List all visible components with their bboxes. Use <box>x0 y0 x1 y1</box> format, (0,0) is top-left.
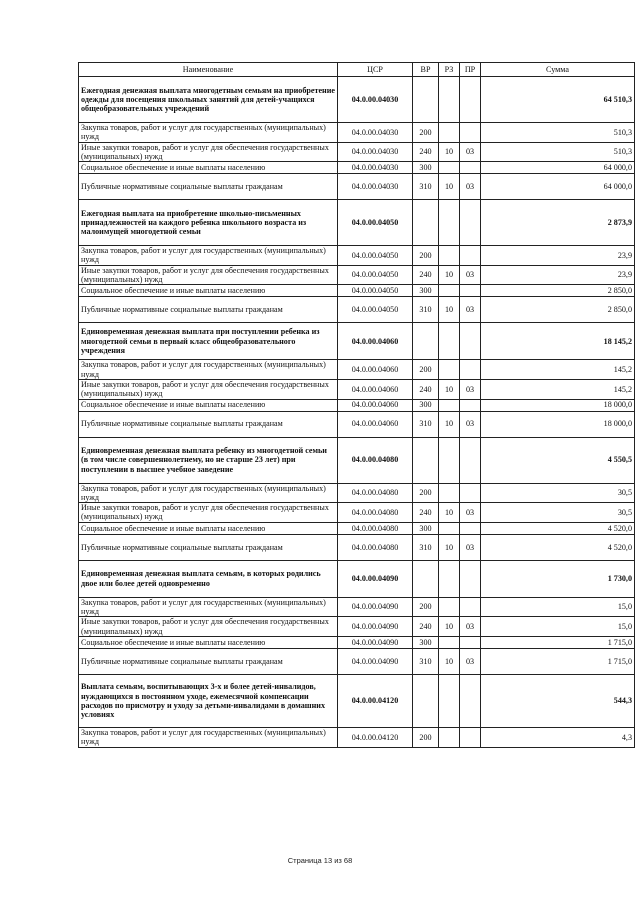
row-sum-cell: 4 520,0 <box>481 522 635 534</box>
row-csr-cell: 04.0.00.04090 <box>338 648 413 674</box>
table-row <box>79 636 635 648</box>
row-name-cell: Социальное обеспечение и иные выплаты населению <box>79 162 338 174</box>
row-name-cell: Публичные нормативные социальные выплаты гражданам <box>79 648 338 674</box>
row-pr-cell <box>460 560 481 597</box>
row-pr-cell <box>460 123 481 143</box>
row-sum-cell: 23,9 <box>481 246 635 266</box>
row-rz-cell <box>439 727 460 747</box>
row-pr-cell: 03 <box>460 503 481 523</box>
row-csr-cell: 04.0.00.04120 <box>338 727 413 747</box>
row-sum-cell: 23,9 <box>481 265 635 285</box>
header-rz: РЗ <box>439 63 460 77</box>
row-vr-cell: 310 <box>413 534 439 560</box>
row-rz-cell <box>439 483 460 503</box>
row-csr-cell: 04.0.00.04030 <box>338 174 413 200</box>
row-vr-cell <box>413 77 439 123</box>
table-row <box>79 411 635 437</box>
row-rz-cell: 10 <box>439 411 460 437</box>
row-vr-cell <box>413 323 439 360</box>
row-pr-cell <box>460 246 481 266</box>
row-csr-cell: 04.0.00.04080 <box>338 534 413 560</box>
row-vr-cell: 310 <box>413 174 439 200</box>
row-vr-cell: 200 <box>413 123 439 143</box>
row-pr-cell <box>460 399 481 411</box>
row-sum-cell: 18 000,0 <box>481 411 635 437</box>
row-name-cell: Закупка товаров, работ и услуг для государственных (муниципальных) нужд <box>79 360 338 380</box>
row-sum-cell: 18 000,0 <box>481 399 635 411</box>
row-pr-cell: 03 <box>460 265 481 285</box>
row-name-cell: Социальное обеспечение и иные выплаты населению <box>79 285 338 297</box>
row-csr-cell: 04.0.00.04060 <box>338 360 413 380</box>
row-name-cell: Публичные нормативные социальные выплаты гражданам <box>79 534 338 560</box>
row-sum-cell: 18 145,2 <box>481 323 635 360</box>
row-pr-cell <box>460 727 481 747</box>
row-pr-cell <box>460 636 481 648</box>
row-rz-cell <box>439 162 460 174</box>
row-sum-cell: 544,3 <box>481 674 635 727</box>
row-sum-cell: 2 850,0 <box>481 285 635 297</box>
table-row <box>79 597 635 617</box>
header-name: Наименование <box>79 63 338 77</box>
row-sum-cell: 145,2 <box>481 360 635 380</box>
row-csr-cell: 04.0.00.04060 <box>338 323 413 360</box>
table-row <box>79 522 635 534</box>
row-csr-cell: 04.0.00.04080 <box>338 483 413 503</box>
row-rz-cell <box>439 597 460 617</box>
row-rz-cell: 10 <box>439 379 460 399</box>
row-pr-cell: 03 <box>460 297 481 323</box>
row-pr-cell <box>460 674 481 727</box>
row-sum-cell: 1 715,0 <box>481 648 635 674</box>
row-pr-cell <box>460 437 481 483</box>
row-pr-cell <box>460 285 481 297</box>
row-sum-cell: 4 550,5 <box>481 437 635 483</box>
row-name-cell: Социальное обеспечение и иные выплаты населению <box>79 522 338 534</box>
table-row-section <box>79 437 635 483</box>
row-sum-cell: 2 873,9 <box>481 200 635 246</box>
table-row <box>79 483 635 503</box>
row-vr-cell: 240 <box>413 265 439 285</box>
row-name-cell: Иные закупки товаров, работ и услуг для обеспечения государственных (муниципальных) нужд <box>79 265 338 285</box>
row-csr-cell: 04.0.00.04050 <box>338 265 413 285</box>
row-rz-cell <box>439 360 460 380</box>
row-pr-cell: 03 <box>460 379 481 399</box>
row-pr-cell <box>460 200 481 246</box>
row-vr-cell: 240 <box>413 379 439 399</box>
row-name-cell: Иные закупки товаров, работ и услуг для обеспечения государственных (муниципальных) нужд <box>79 503 338 523</box>
table-row-section <box>79 560 635 597</box>
row-rz-cell: 10 <box>439 297 460 323</box>
budget-table <box>78 62 635 748</box>
row-rz-cell <box>439 674 460 727</box>
row-csr-cell: 04.0.00.04080 <box>338 503 413 523</box>
header-vr: ВР <box>413 63 439 77</box>
row-name-cell: Иные закупки товаров, работ и услуг для обеспечения государственных (муниципальных) нужд <box>79 617 338 637</box>
row-vr-cell <box>413 200 439 246</box>
row-csr-cell: 04.0.00.04030 <box>338 77 413 123</box>
row-rz-cell: 10 <box>439 648 460 674</box>
row-csr-cell: 04.0.00.04090 <box>338 597 413 617</box>
row-name-cell: Иные закупки товаров, работ и услуг для обеспечения государственных (муниципальных) нужд <box>79 379 338 399</box>
row-vr-cell: 200 <box>413 360 439 380</box>
row-rz-cell <box>439 636 460 648</box>
row-sum-cell: 30,5 <box>481 503 635 523</box>
row-csr-cell: 04.0.00.04060 <box>338 379 413 399</box>
row-sum-cell: 4,3 <box>481 727 635 747</box>
row-rz-cell <box>439 285 460 297</box>
row-rz-cell <box>439 200 460 246</box>
table-row <box>79 617 635 637</box>
table-row <box>79 360 635 380</box>
header-csr: ЦСР <box>338 63 413 77</box>
row-vr-cell <box>413 437 439 483</box>
row-vr-cell <box>413 560 439 597</box>
row-vr-cell: 300 <box>413 162 439 174</box>
table-row <box>79 265 635 285</box>
row-csr-cell: 04.0.00.04090 <box>338 617 413 637</box>
row-name-cell: Публичные нормативные социальные выплаты гражданам <box>79 297 338 323</box>
row-name-cell: Иные закупки товаров, работ и услуг для обеспечения государственных (муниципальных) нужд <box>79 142 338 162</box>
table-row <box>79 727 635 747</box>
row-pr-cell <box>460 522 481 534</box>
row-sum-cell: 15,0 <box>481 617 635 637</box>
row-rz-cell <box>439 437 460 483</box>
row-pr-cell: 03 <box>460 411 481 437</box>
row-pr-cell: 03 <box>460 174 481 200</box>
row-vr-cell: 240 <box>413 617 439 637</box>
row-sum-cell: 2 850,0 <box>481 297 635 323</box>
table-row <box>79 285 635 297</box>
row-csr-cell: 04.0.00.04080 <box>338 437 413 483</box>
row-pr-cell <box>460 162 481 174</box>
row-vr-cell: 300 <box>413 636 439 648</box>
row-vr-cell: 240 <box>413 142 439 162</box>
row-name-cell: Единовременная денежная выплата ребенку из многодетной семьи (в том числе совершеннолетнему, но не старше 23 лет) при поступлении в высшее учебное заведение <box>79 437 338 483</box>
table-row-section <box>79 77 635 123</box>
header-pr: ПР <box>460 63 481 77</box>
row-csr-cell: 04.0.00.04080 <box>338 522 413 534</box>
row-pr-cell <box>460 77 481 123</box>
row-pr-cell: 03 <box>460 142 481 162</box>
table-row-section <box>79 323 635 360</box>
row-rz-cell <box>439 323 460 360</box>
row-csr-cell: 04.0.00.04050 <box>338 246 413 266</box>
table-row <box>79 648 635 674</box>
table-row <box>79 297 635 323</box>
row-rz-cell: 10 <box>439 174 460 200</box>
row-pr-cell <box>460 597 481 617</box>
row-name-cell: Ежегодная денежная выплата многодетным семьям на приобретение одежды для посещения школьных занятий для детей-учащихся общеобразовательных учреждений <box>79 77 338 123</box>
row-sum-cell: 510,3 <box>481 142 635 162</box>
row-rz-cell: 10 <box>439 617 460 637</box>
row-vr-cell: 300 <box>413 399 439 411</box>
row-rz-cell <box>439 522 460 534</box>
row-vr-cell: 300 <box>413 285 439 297</box>
table-row <box>79 379 635 399</box>
row-csr-cell: 04.0.00.04060 <box>338 399 413 411</box>
row-sum-cell: 145,2 <box>481 379 635 399</box>
row-pr-cell <box>460 483 481 503</box>
row-sum-cell: 64 510,3 <box>481 77 635 123</box>
table-row <box>79 142 635 162</box>
row-sum-cell: 1 730,0 <box>481 560 635 597</box>
row-pr-cell <box>460 360 481 380</box>
row-vr-cell: 200 <box>413 246 439 266</box>
row-name-cell: Закупка товаров, работ и услуг для государственных (муниципальных) нужд <box>79 597 338 617</box>
row-name-cell: Социальное обеспечение и иные выплаты населению <box>79 399 338 411</box>
row-name-cell: Единовременная денежная выплата семьям, в которых родились двое или более детей одновременно <box>79 560 338 597</box>
row-vr-cell: 200 <box>413 483 439 503</box>
row-rz-cell: 10 <box>439 265 460 285</box>
row-pr-cell <box>460 323 481 360</box>
row-vr-cell: 310 <box>413 648 439 674</box>
row-csr-cell: 04.0.00.04030 <box>338 162 413 174</box>
table-body <box>79 77 635 748</box>
table-row <box>79 503 635 523</box>
row-vr-cell: 200 <box>413 597 439 617</box>
row-rz-cell <box>439 560 460 597</box>
row-rz-cell <box>439 77 460 123</box>
row-name-cell: Единовременная денежная выплата при поступлении ребенка из многодетной семьи в первый класс общеобразовательного учреждения <box>79 323 338 360</box>
table-row <box>79 162 635 174</box>
row-rz-cell: 10 <box>439 503 460 523</box>
row-name-cell: Закупка товаров, работ и услуг для государственных (муниципальных) нужд <box>79 123 338 143</box>
row-csr-cell: 04.0.00.04030 <box>338 142 413 162</box>
row-pr-cell: 03 <box>460 617 481 637</box>
header-sum: Сумма <box>481 63 635 77</box>
row-csr-cell: 04.0.00.04090 <box>338 636 413 648</box>
row-sum-cell: 64 000,0 <box>481 174 635 200</box>
row-name-cell: Публичные нормативные социальные выплаты гражданам <box>79 411 338 437</box>
row-vr-cell <box>413 674 439 727</box>
row-name-cell: Публичные нормативные социальные выплаты гражданам <box>79 174 338 200</box>
row-vr-cell: 200 <box>413 727 439 747</box>
row-csr-cell: 04.0.00.04050 <box>338 200 413 246</box>
table-row <box>79 174 635 200</box>
row-name-cell: Закупка товаров, работ и услуг для государственных (муниципальных) нужд <box>79 483 338 503</box>
table-row <box>79 123 635 143</box>
row-pr-cell: 03 <box>460 648 481 674</box>
row-csr-cell: 04.0.00.04050 <box>338 285 413 297</box>
row-sum-cell: 510,3 <box>481 123 635 143</box>
row-sum-cell: 4 520,0 <box>481 534 635 560</box>
row-name-cell: Социальное обеспечение и иные выплаты населению <box>79 636 338 648</box>
page-footer: Страница 13 из 68 <box>287 856 353 865</box>
row-csr-cell: 04.0.00.04030 <box>338 123 413 143</box>
row-pr-cell: 03 <box>460 534 481 560</box>
row-rz-cell: 10 <box>439 534 460 560</box>
row-rz-cell <box>439 399 460 411</box>
table-row <box>79 246 635 266</box>
row-sum-cell: 64 000,0 <box>481 162 635 174</box>
row-rz-cell: 10 <box>439 142 460 162</box>
table-row <box>79 399 635 411</box>
row-name-cell: Выплата семьям, воспитывающих 3-х и более детей-инвалидов, нуждающихся в постоянном уходе, ежемесячной компенсации расходов по присмотру и уходу за детьми-инвалидами в домашних условиях <box>79 674 338 727</box>
table-row-section <box>79 200 635 246</box>
row-sum-cell: 15,0 <box>481 597 635 617</box>
row-name-cell: Ежегодная выплата на приобретение школьно-письменных принадлежностей на каждого ребенка школьного возраста из малоимущей многодетной семьи <box>79 200 338 246</box>
row-rz-cell <box>439 246 460 266</box>
row-csr-cell: 04.0.00.04060 <box>338 411 413 437</box>
row-sum-cell: 1 715,0 <box>481 636 635 648</box>
table-row-section <box>79 674 635 727</box>
row-csr-cell: 04.0.00.04090 <box>338 560 413 597</box>
row-sum-cell: 30,5 <box>481 483 635 503</box>
row-vr-cell: 300 <box>413 522 439 534</box>
row-rz-cell <box>439 123 460 143</box>
row-name-cell: Закупка товаров, работ и услуг для государственных (муниципальных) нужд <box>79 246 338 266</box>
row-csr-cell: 04.0.00.04050 <box>338 297 413 323</box>
row-name-cell: Закупка товаров, работ и услуг для государственных (муниципальных) нужд <box>79 727 338 747</box>
table-row <box>79 534 635 560</box>
table-header-row <box>79 63 635 77</box>
row-vr-cell: 240 <box>413 503 439 523</box>
row-vr-cell: 310 <box>413 411 439 437</box>
row-vr-cell: 310 <box>413 297 439 323</box>
row-csr-cell: 04.0.00.04120 <box>338 674 413 727</box>
